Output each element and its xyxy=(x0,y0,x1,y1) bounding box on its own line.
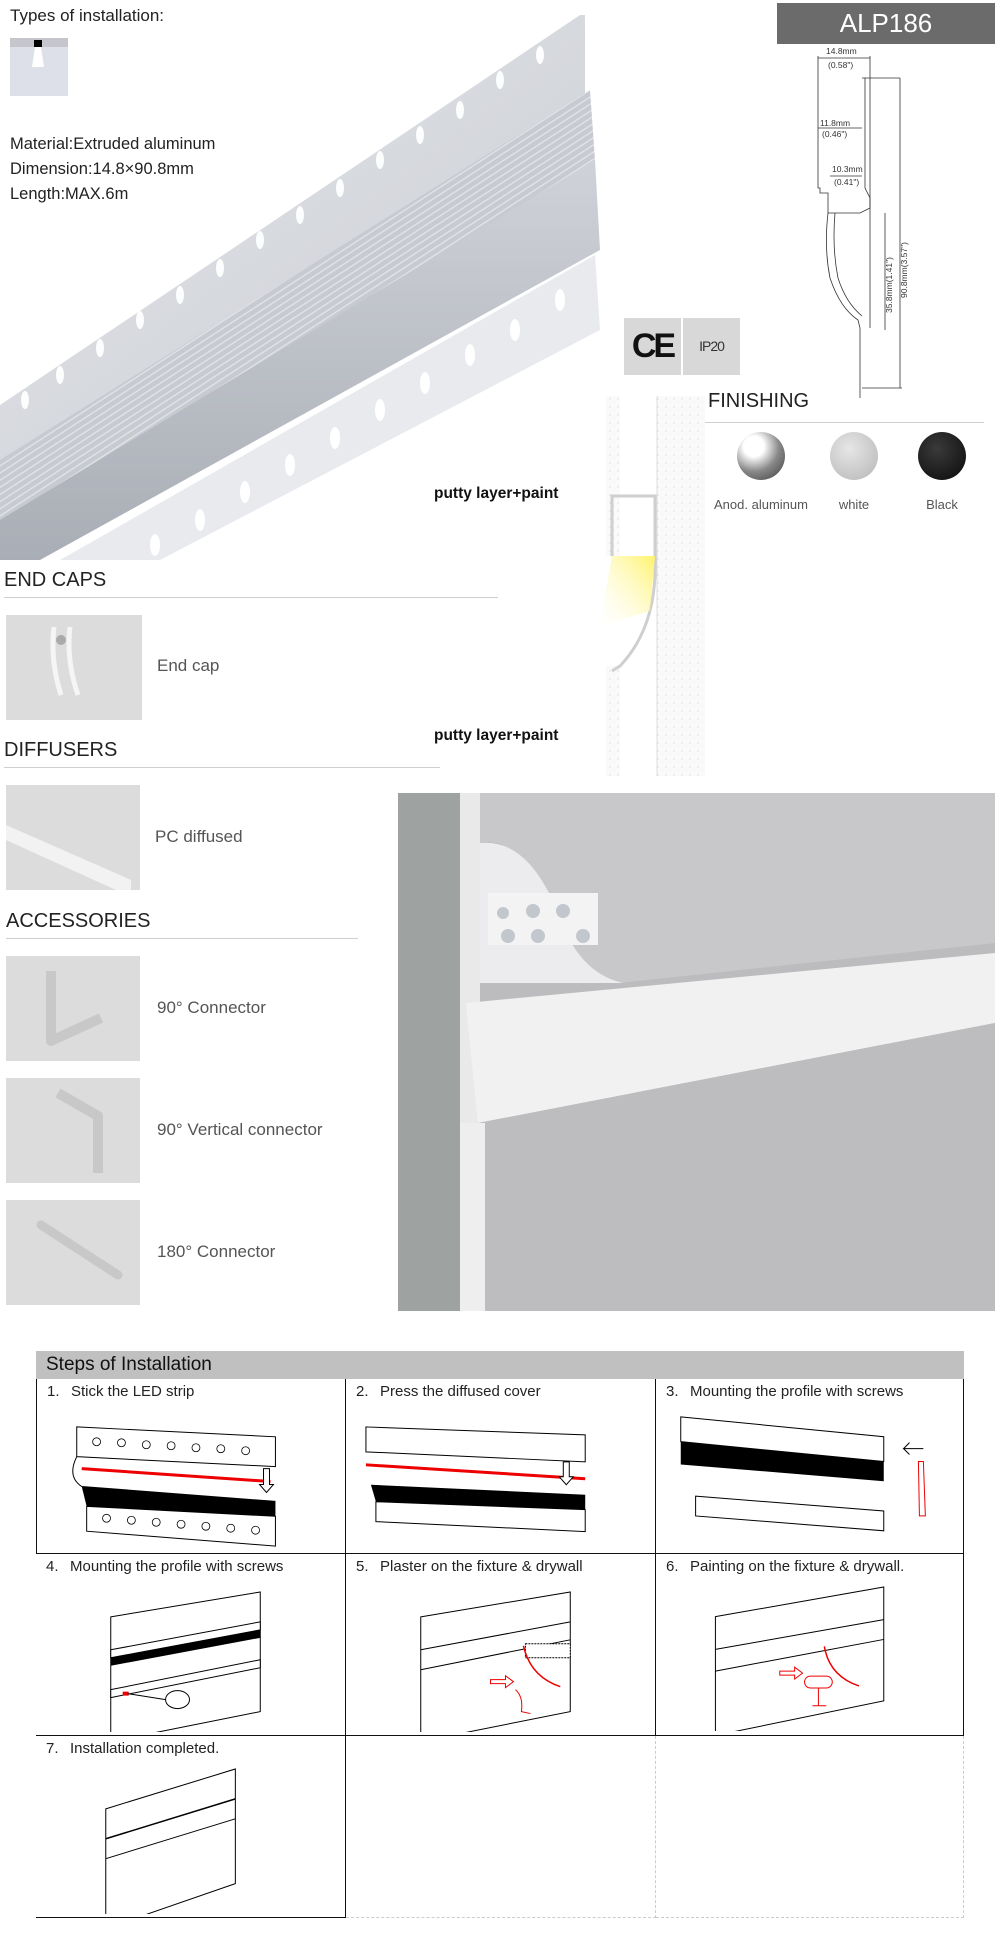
finish-label-anodized: Anod. aluminum xyxy=(714,497,808,512)
connector-90-label: 90° Connector xyxy=(157,998,266,1017)
step-5: 5. Plaster on the fixture & drywall xyxy=(346,1554,656,1736)
dim-width-mid: 11.8mm xyxy=(820,118,851,128)
dim-width-top: 14.8mm xyxy=(826,48,857,56)
finish-swatch-anodized xyxy=(737,432,785,480)
step-1: 1. Stick the LED strip xyxy=(36,1379,346,1554)
finishing-title: FINISHING xyxy=(708,390,810,412)
end-caps-title: END CAPS xyxy=(4,569,107,591)
finishing-divider xyxy=(702,422,984,423)
step-4-illustration xyxy=(36,1582,345,1732)
dim-height-lower: 35.8mm(1.41") xyxy=(884,257,894,313)
step-6-illustration xyxy=(656,1582,963,1731)
step-3-label: Mounting the profile with screws xyxy=(690,1383,904,1400)
step-empty-1 xyxy=(346,1736,656,1918)
step-5-illustration xyxy=(346,1582,655,1732)
dim-width-mid-in: (0.46") xyxy=(822,129,848,139)
profile-dimension-drawing xyxy=(810,48,960,398)
recessed-wall-installation-icon xyxy=(10,38,68,96)
vertical-connector-90-thumbnail xyxy=(6,1078,140,1183)
finish-swatch-black xyxy=(918,432,966,480)
step-empty-2 xyxy=(656,1736,964,1918)
annotation-putty-top: putty layer+paint xyxy=(434,485,559,502)
model-badge: ALP186 xyxy=(777,3,995,44)
step-2: 2. Press the diffused cover xyxy=(346,1379,656,1554)
end-cap-label: End cap xyxy=(157,656,220,675)
spec-list xyxy=(10,132,215,207)
step-6: 6. Painting on the fixture & drywall. xyxy=(656,1554,964,1736)
wall-cross-section-drawing xyxy=(600,396,705,776)
diffusers-divider xyxy=(4,767,440,768)
connector-180-label: 180° Connector xyxy=(157,1242,276,1261)
pc-diffuser-thumbnail xyxy=(6,785,140,890)
step-1-illustration xyxy=(37,1407,345,1551)
profile-product-render xyxy=(0,0,600,560)
diffusers-title: DIFFUSERS xyxy=(4,739,118,761)
spec-dimension: Dimension:14.8×90.8mm xyxy=(10,160,194,178)
ip20-rating-badge: IP20 xyxy=(683,318,740,375)
vertical-connector-90-label: 90° Vertical connector xyxy=(157,1120,323,1139)
installed-room-render xyxy=(398,793,995,1311)
step-5-label: Plaster on the fixture & drywall xyxy=(380,1558,583,1575)
accessories-title: ACCESSORIES xyxy=(6,910,151,932)
connector-180-thumbnail xyxy=(6,1200,140,1305)
step-4-label: Mounting the profile with screws xyxy=(70,1558,284,1575)
dim-width-inner: 10.3mm xyxy=(832,164,863,174)
installation-steps-title: Steps of Installation xyxy=(36,1351,964,1379)
step-7: 7. Installation completed. xyxy=(36,1736,346,1918)
finish-label-white: white xyxy=(838,497,870,512)
accessories-divider xyxy=(6,938,358,939)
types-of-installation-label: Types of installation: xyxy=(10,6,165,25)
step-3: 3. Mounting the profile with screws xyxy=(656,1379,964,1554)
step-6-label: Painting on the fixture & drywall. xyxy=(690,1558,905,1575)
pc-diffuser-label: PC diffused xyxy=(155,827,243,846)
ce-mark-icon: CE xyxy=(624,318,681,375)
dim-height-total: 90.8mm(3.57") xyxy=(899,242,909,298)
dim-width-top-in: (0.58") xyxy=(828,60,854,70)
finish-swatch-white xyxy=(830,432,878,480)
connector-90-thumbnail xyxy=(6,956,140,1061)
end-caps-divider xyxy=(4,597,498,598)
installation-steps-table xyxy=(36,1351,964,1918)
annotation-putty-bottom: putty layer+paint xyxy=(434,727,559,744)
step-4: 4. Mounting the profile with screws xyxy=(36,1554,346,1736)
spec-length: Length:MAX.6m xyxy=(10,185,129,203)
step-1-label: Stick the LED strip xyxy=(71,1383,195,1400)
finish-label-black: Black xyxy=(926,497,958,512)
step-7-label: Installation completed. xyxy=(70,1740,220,1757)
dim-width-inner-in: (0.41") xyxy=(834,177,860,187)
step-7-illustration xyxy=(36,1764,345,1914)
spec-material: Material:Extruded aluminum xyxy=(10,135,216,153)
step-2-label: Press the diffused cover xyxy=(380,1383,541,1400)
end-cap-thumbnail xyxy=(6,615,142,720)
step-3-illustration xyxy=(656,1407,963,1551)
step-2-illustration xyxy=(346,1407,655,1552)
